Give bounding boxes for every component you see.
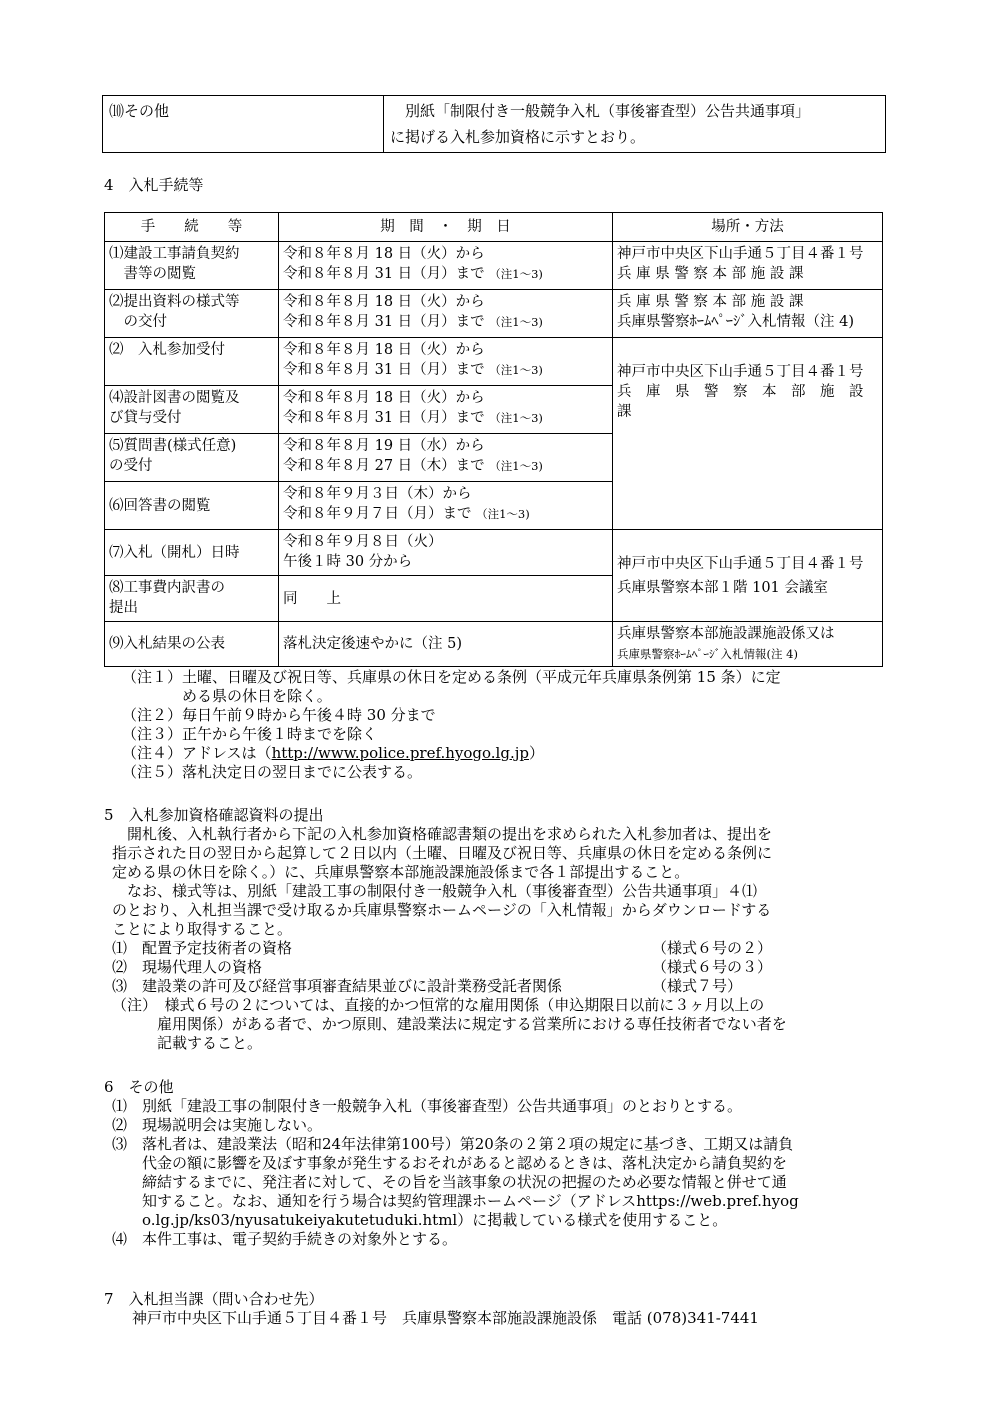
paragraph-line: 開札後、入札執行者から下記の入札参加資格確認書類の提出を求められた入札参加者は、提出を [112,825,773,843]
row-note: （注1～3) [489,315,543,329]
row-place: 兵庫県警察ﾎｰﾑﾍﾟｰｼﾞ入札情報（注 4) [617,314,854,330]
row-period: 令和８年８月 31 日（月）まで [283,266,485,282]
row-label: ⑸質問書(様式任意) [109,438,237,454]
row-period: 令和８年８月 18 日（火）から [283,246,485,262]
top-table-content [384,96,886,153]
header-procedure: 手 続 等 [105,213,279,242]
note-line: （注２）毎日午前９時から午後４時 30 分まで [122,706,436,724]
row-period: 令和８年８月 18 日（火）から [283,342,485,358]
section7 [104,1290,759,1328]
row-label: び貸与受付 [109,410,182,426]
item-form: （様式７号） [652,977,743,995]
row-period: 令和８年８月 19 日（水）から [283,438,485,454]
header-place: 場所・方法 [613,213,883,242]
row-label: 提出 [109,600,138,616]
row-period: 令和８年８月 31 日（月）まで [283,314,485,330]
row-period: 同 上 [283,590,341,607]
section7-heading: 7 入札担当課（問い合わせ先） [104,1290,324,1308]
section4-heading: 4 入札手続等 [104,176,204,194]
item-form: （様式６号の３） [652,958,773,976]
row-period: 令和８年９月３日（木）から [283,486,472,502]
note-line: める県の休日を除く。 [122,687,332,705]
row-note: （注1～3) [489,363,543,377]
paragraph-line: のとおり、入札担当課で受け取るか兵庫県警察ホームページの「入札情報」からダウンロードする [112,901,772,919]
row-label: ⑻工事費内訳書の [109,580,225,596]
row-period: 落札決定後速やかに（注 5) [283,636,462,652]
note-line [122,744,781,763]
row-label: の受付 [109,458,153,474]
paragraph-line: 代金の額に影響を及ぼす事象が発生するおそれがあると認めるときは、落札決定から請負契約を [112,1154,788,1172]
section5 [104,806,787,1053]
paragraph-line: ⑵ 現場説明会は実施しない。 [112,1116,323,1134]
item-label: ⑴ 配置予定技術者の資格 [112,939,293,957]
row-period: 令和８年８月 18 日（火）から [283,294,485,310]
row-place: 神戸市中央区下山手通５丁目４番１号 [617,555,864,572]
row-label: ⑵ 入札参加受付 [109,342,225,358]
item-label: ⑶ 建設業の許可及び経営事項審査結果並びに設計業務受託者関係 [112,977,563,995]
row-period: 令和８年９月７日（月）まで [283,506,472,522]
note-text: ） [528,744,544,762]
paragraph-line: 知すること。なお、通知を行う場合は契約管理課ホームページ（アドレスhttps://web.pref.hyog [112,1192,799,1210]
note-line: （注５）落札決定日の翌日までに公表する。 [122,763,423,781]
row-place: 神戸市中央区下山手通５丁目４番１号 [617,246,864,262]
row-note: （注1～3) [476,507,530,521]
top-content-line1: 別紙「制限付き一般競争入札（事後審査型）公告共通事項」 [390,102,811,120]
paragraph-line: ⑴ 別紙「建設工事の制限付き一般競争入札（事後審査型）公告共通事項」のとおりとする。 [112,1097,743,1115]
row-label: ⑺入札（開札）日時 [109,544,240,561]
note-line: （注） 様式６号の２については、直接的かつ恒常的な雇用関係（申込期限日以前に３ヶ月以上の [112,996,765,1014]
row-label: 書等の閲覧 [109,266,196,282]
note-line: （注１）土曜、日曜及び祝日等、兵庫県の休日を定める条例（平成元年兵庫県条例第 15 条）に定 [122,668,781,686]
row-place: 兵庫県警察本部施設課施設係又は [617,626,835,642]
paragraph-line: なお、様式等は、別紙「建設工事の制限付き一般競争入札（事後審査型）公告共通事項」４⑴ [112,882,758,900]
row-place: 神戸市中央区下山手通５丁目４番１号 [617,364,864,380]
row-period: 令和８年８月 18 日（火）から [283,390,485,406]
note-line: 記載すること。 [112,1034,263,1052]
paragraph-line: ⑶ 落札者は、建設業法（昭和24年法律第100号）第20条の２第２項の規定に基づき、工期又は請負 [112,1135,794,1153]
note-text: （注４）アドレスは（ [122,744,272,762]
note-line: 雇用関係）がある者で、かつ原則、建設業法に規定する営業所における専任技術者でない者を [112,1015,787,1033]
row-label: ⑼入札結果の公表 [109,636,225,652]
top-table-label: ⑽その他 [103,96,384,153]
procedure-table [104,212,883,667]
row-label: ⑴建設工事請負契約 [109,246,240,262]
table-notes [122,668,781,782]
row-label: ⑵提出資料の様式等 [109,294,240,310]
row-label: ⑷設計図書の閲覧及 [109,390,240,406]
table-header-row [105,213,883,242]
row-note: （注1～3) [489,267,543,281]
item-form: （様式６号の２） [652,939,773,957]
item-label: ⑵ 現場代理人の資格 [112,958,263,976]
table-row [105,622,883,667]
row-label: の交付 [109,314,167,330]
row-place: 兵 庫 県 警 察 本 部 施 設 課 [617,384,878,420]
row-period: 午後１時 30 分から [283,554,413,570]
section5-heading: 5 入札参加資格確認資料の提出 [104,806,324,824]
table-row [105,338,883,386]
row-place: 兵庫県警察本部１階 101 会議室 [617,579,828,596]
police-url-link[interactable]: http://www.police.pref.hyogo.lg.jp [271,744,529,762]
paragraph-line: 締結するまでに、発注者に対して、その旨を当該事象の状況の把握のため必要な情報と併せて通 [112,1173,787,1191]
top-table [102,95,886,153]
top-content-line2: に掲げる入札参加資格に示すとおり。 [390,128,646,146]
row-period: 令和８年９月８日（火） [283,534,443,550]
paragraph-line: ことにより取得すること。 [112,920,293,938]
table-row [105,290,883,338]
paragraph-line: 定める県の休日を除く。）に、兵庫県警察本部施設課施設係まで各１部提出すること。 [112,863,690,881]
paragraph-line: ⑷ 本件工事は、電子契約手続きの対象外とする。 [112,1230,458,1248]
row-note: （注1～3) [489,459,543,473]
contact-line: 神戸市中央区下山手通５丁目４番１号 兵庫県警察本部施設課施設係 電話 (078)341-7441 [132,1309,759,1327]
table-row [105,242,883,290]
header-period: 期 間 ・ 期 日 [279,213,613,242]
row-place: 兵 庫 県 警 察 本 部 施 設 課 [617,266,804,282]
row-place: 兵 庫 県 警 察 本 部 施 設 課 [617,294,804,310]
section6-heading: 6 その他 [104,1078,174,1096]
row-period: 令和８年８月 27 日（木）まで [283,458,485,474]
row-note: （注1～3) [489,411,543,425]
row-period: 令和８年８月 31 日（月）まで [283,410,485,426]
row-period: 令和８年８月 31 日（月）まで [283,362,485,378]
note-line: （注３）正午から午後１時までを除く [122,725,378,743]
table-row [105,530,883,576]
row-place: 兵庫県警察ﾎｰﾑﾍﾟｰｼﾞ入札情報(注 4) [617,647,798,661]
paragraph-line: o.lg.jp/ks03/nyusatukeiyakutetuduki.html）に掲載している様式を使用すること。 [112,1211,728,1229]
row-label: ⑹回答書の閲覧 [109,497,211,514]
paragraph-line: 指示された日の翌日から起算して２日以内（土曜、日曜及び祝日等、兵庫県の休日を定める条例に [112,844,773,862]
section6 [104,1078,799,1249]
